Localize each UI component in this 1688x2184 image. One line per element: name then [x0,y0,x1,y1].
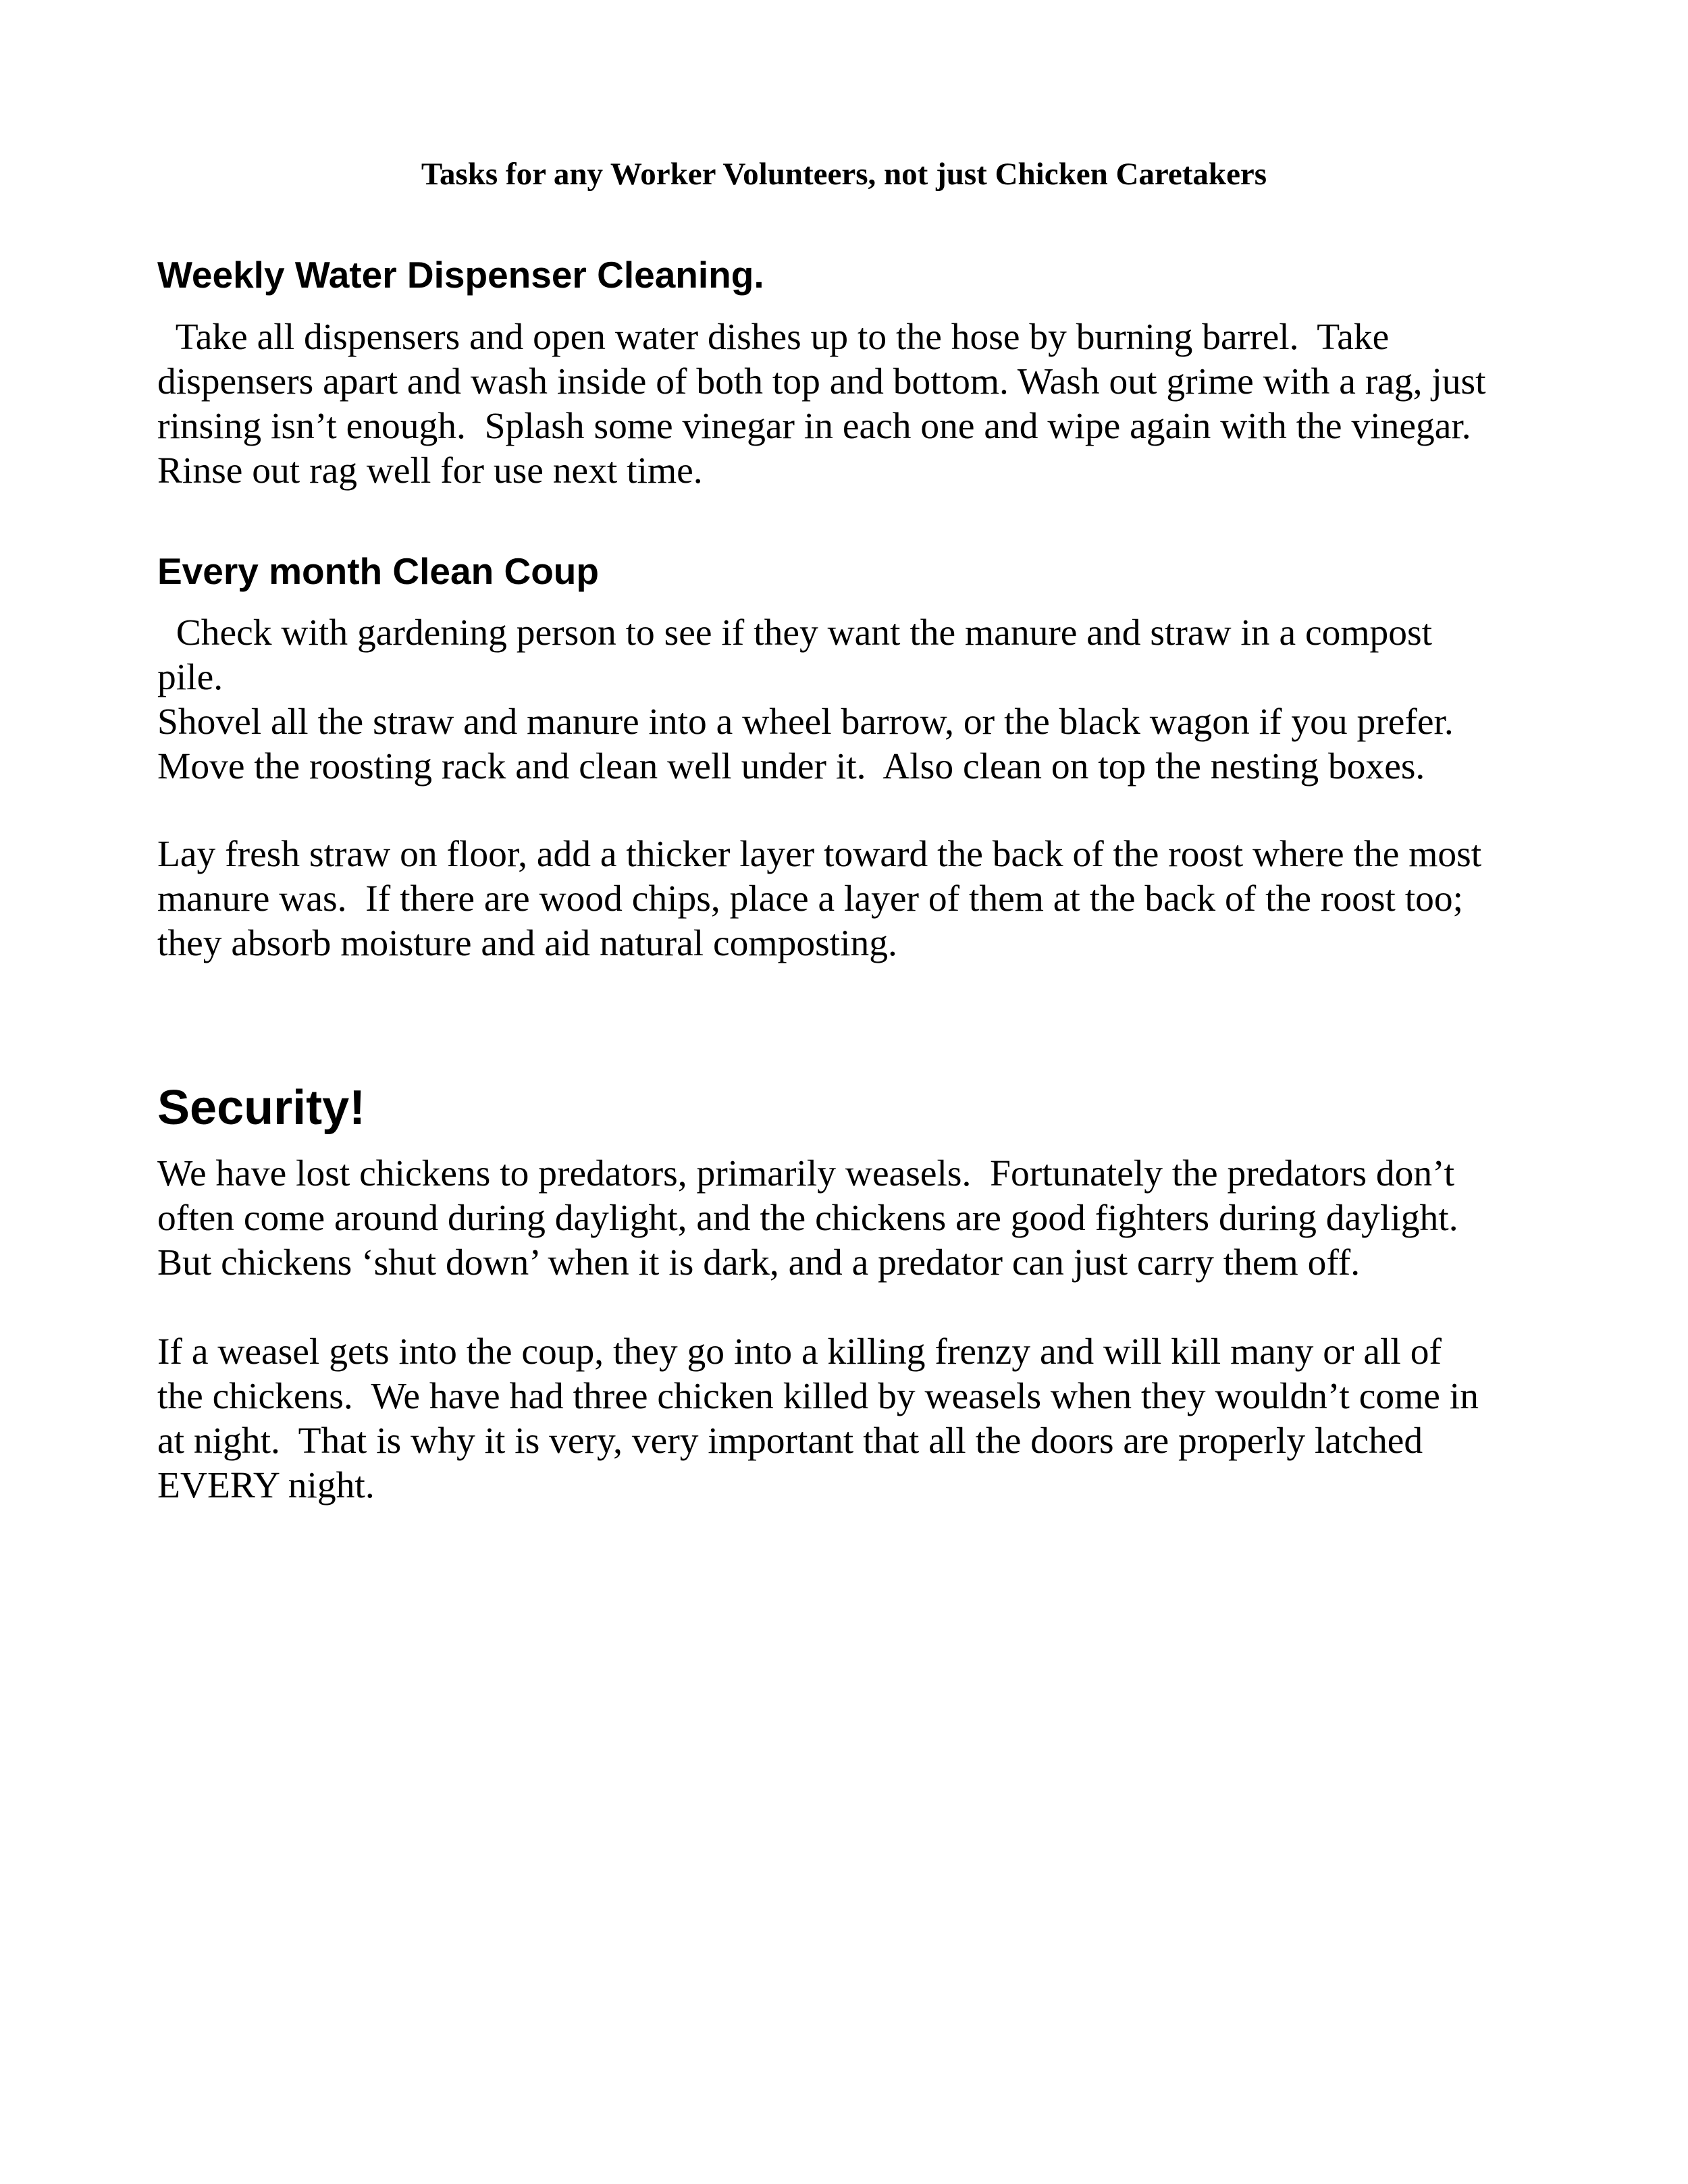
paragraph-line: Shovel all the straw and manure into a wheel barrow, or the black wagon if you prefer. [157,701,1454,743]
paragraph-line: Take all dispensers and open water dishes up to the hose by burning barrel. Take [157,317,1390,358]
paragraph-line: But chickens ‘shut down’ when it is dark, and a predator can just carry them off. [157,1242,1361,1283]
paragraph-line: manure was. If there are wood chips, place a layer of them at the back of the roost too; [157,878,1464,920]
paragraph-line: Rinse out rag well for use next time. [157,450,703,491]
section-heading-water-dispenser: Weekly Water Dispenser Cleaning. [157,254,764,296]
document-title: Tasks for any Worker Volunteers, not just Chicken Caretakers [421,157,1267,192]
paragraph-weasel-warning [157,1330,1479,1508]
paragraph-line: We have lost chickens to predators, primarily weasels. Fortunately the predators don’t [157,1153,1455,1194]
paragraph-fresh-straw [157,832,1481,966]
paragraph-line: If a weasel gets into the coup, they go into a killing frenzy and will kill many or all of [157,1331,1442,1373]
paragraph-line: pile. [157,657,223,698]
paragraph-predators [157,1152,1458,1285]
paragraph-clean-coup-steps [157,611,1454,789]
paragraph-line: at night. That is why it is very, very important that all the doors are properly latched [157,1420,1423,1462]
paragraph-line: often come around during daylight, and the chickens are good fighters during daylight. [157,1198,1458,1239]
paragraph-line: Lay fresh straw on floor, add a thicker layer toward the back of the roost where the most [157,834,1482,875]
paragraph-line: rinsing isn’t enough. Splash some vinegar in each one and wipe again with the vinegar. [157,406,1471,447]
paragraph-line: Check with gardening person to see if they want the manure and straw in a compost [157,612,1433,654]
paragraph-line: dispensers apart and wash inside of both top and bottom. Wash out grime with a rag, just [157,361,1486,402]
paragraph-line: they absorb moisture and aid natural composting. [157,923,897,964]
section-heading-security: Security! [157,1081,366,1135]
paragraph-line: Move the roosting rack and clean well under it. Also clean on top the nesting boxes. [157,746,1425,787]
section-heading-clean-coup: Every month Clean Coup [157,550,599,592]
paragraph-line: EVERY night. [157,1465,375,1506]
paragraph-water-dispenser [157,315,1486,494]
paragraph-line: the chickens. We have had three chicken killed by weasels when they wouldn’t come in [157,1376,1479,1417]
